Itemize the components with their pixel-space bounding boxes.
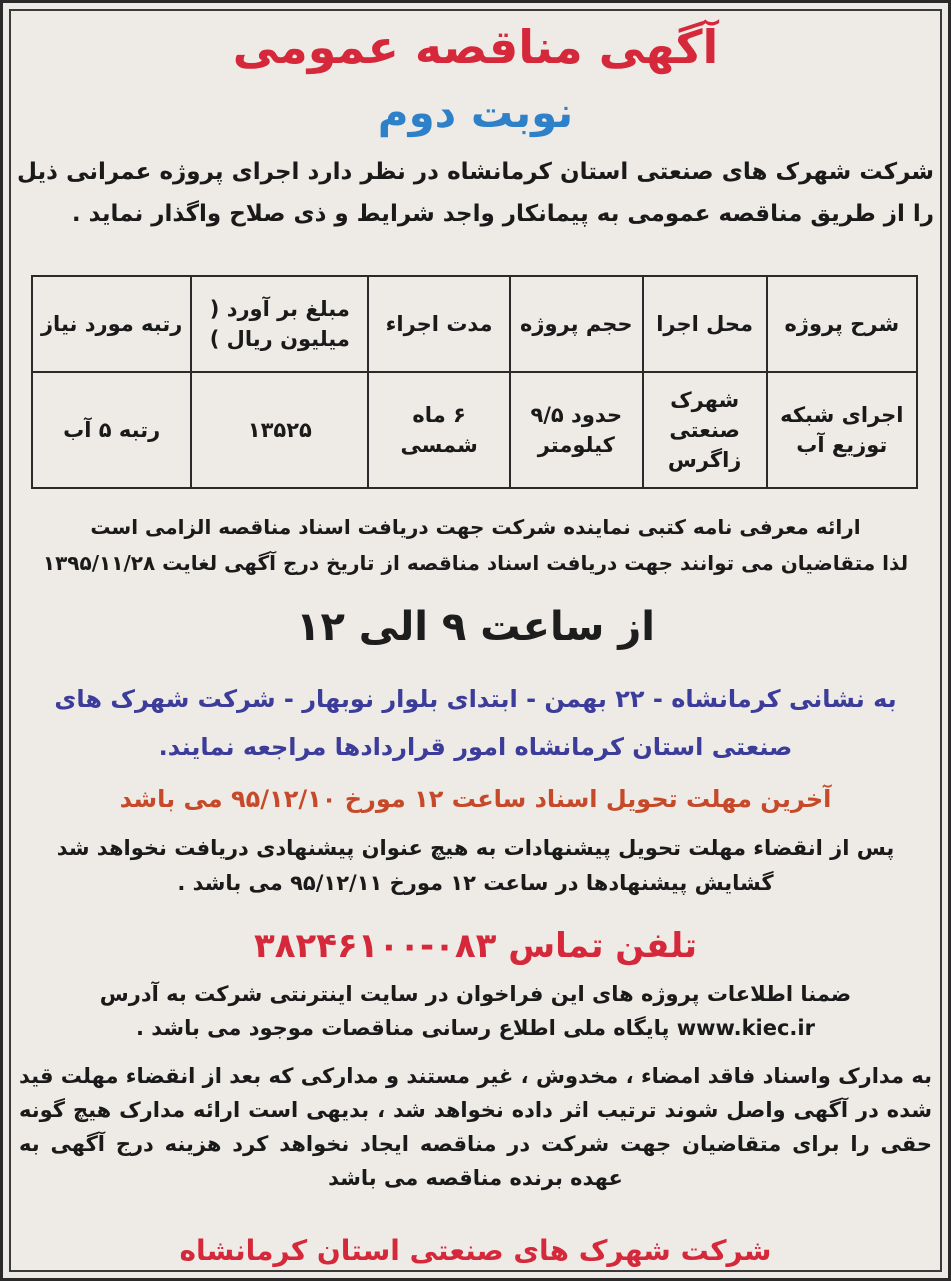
website-info-suffix: پایگاه ملی اطلاع رسانی مناقصات موجود می باشد .: [136, 1016, 670, 1040]
contact-label: تلفن تماس: [508, 926, 698, 966]
table-cell: رتبه ۵ آب: [32, 372, 191, 488]
table-cell: ۶ ماه شمسی: [368, 372, 510, 488]
contact-phone-line: [19, 921, 932, 971]
ad-title: آگهی مناقصه عمومی: [232, 20, 719, 74]
office-hours: از ساعت ۹ الی ۱۲: [296, 604, 655, 650]
table-cell: اجرای شبکه توزیع آب: [767, 372, 917, 488]
table-header: شرح پروژه: [767, 276, 917, 372]
website-info: [19, 977, 932, 1045]
submission-deadline: آخرین مهلت تحویل اسناد ساعت ۱۲ مورخ ۹۵/۱۲/۱۰ می باشد: [119, 785, 832, 813]
website-info-line: [19, 1011, 932, 1045]
table-row: [32, 372, 917, 488]
late-submission-note: پس از انقضاء مهلت تحویل پیشنهادات به هیچ عنوان پیشنهادی دریافت نخواهد شد: [56, 836, 895, 860]
table-header: مدت اجراء: [368, 276, 510, 372]
table-header: مبلغ بر آورد ( میلیون ریال ): [191, 276, 368, 372]
intro-paragraph: شرکت شهرک های صنعتی استان کرمانشاه در نظر دارد اجرای پروژه عمرانی ذیل را از طریق مناقصه عمومی به پیمانکار واجد شرایط و ذی صلاح واگذار نماید .: [17, 159, 934, 227]
notice-document-period: لذا متقاضیان می توانند جهت دریافت اسناد مناقصه از تاریخ درج آگهی لغایت ۱۳۹۵/۱۱/۲۸: [42, 551, 909, 575]
ad-frame: [9, 9, 942, 1272]
office-address: به نشانی کرمانشاه - ۲۲ بهمن - ابتدای بلوار نوبهار - شرکت شهرک های صنعتی استان کرمانشاه امور قراردادها مراجعه نمایند.: [54, 685, 897, 761]
table-header: محل اجرا: [643, 276, 767, 372]
ad-subtitle: نوبت دوم: [377, 88, 574, 137]
table-header: حجم پروژه: [510, 276, 643, 372]
table-header-row: [32, 276, 917, 372]
company-signature: شرکت شهرک های صنعتی استان کرمانشاه: [179, 1234, 772, 1267]
table-header: رتبه مورد نیاز: [32, 276, 191, 372]
legal-conditions: به مدارک واسناد فاقد امضاء ، مخدوش ، غیر مستند و مدارکی که بعد از انقضاء مهلت قید شده در آگهی واصل شوند ترتیب اثر داده نخواهد شد ، بدیهی است ارائه مدارک هیچ گونه حقی را برای متقاضیان جهت شرکت در مناقصه ایجاد نخواهد کرد هزینه درج آگهی به عهده برنده مناقصه می باشد: [19, 1064, 932, 1190]
table-cell: حدود ۹/۵ کیلومتر: [510, 372, 643, 488]
contact-phone: ۰۸۳-۳۸۲۴۶۱۰۰: [253, 926, 497, 966]
website-info-text: ضمنا اطلاعات پروژه های این فراخوان در سایت اینترنتی شرکت به آدرس: [99, 982, 852, 1006]
table-cell: شهرک صنعتی زاگرس: [643, 372, 767, 488]
project-table: [31, 275, 918, 489]
website-url[interactable]: www.kiec.ir: [676, 1016, 815, 1040]
opening-date-note: گشایش پیشنهادها در ساعت ۱۲ مورخ ۹۵/۱۲/۱۱ می باشد .: [177, 871, 774, 895]
table-cell: ۱۳۵۲۵: [191, 372, 368, 488]
notice-introduction-letter: ارائه معرفی نامه کتبی نماینده شرکت جهت دریافت اسناد مناقصه الزامی است: [90, 515, 861, 539]
